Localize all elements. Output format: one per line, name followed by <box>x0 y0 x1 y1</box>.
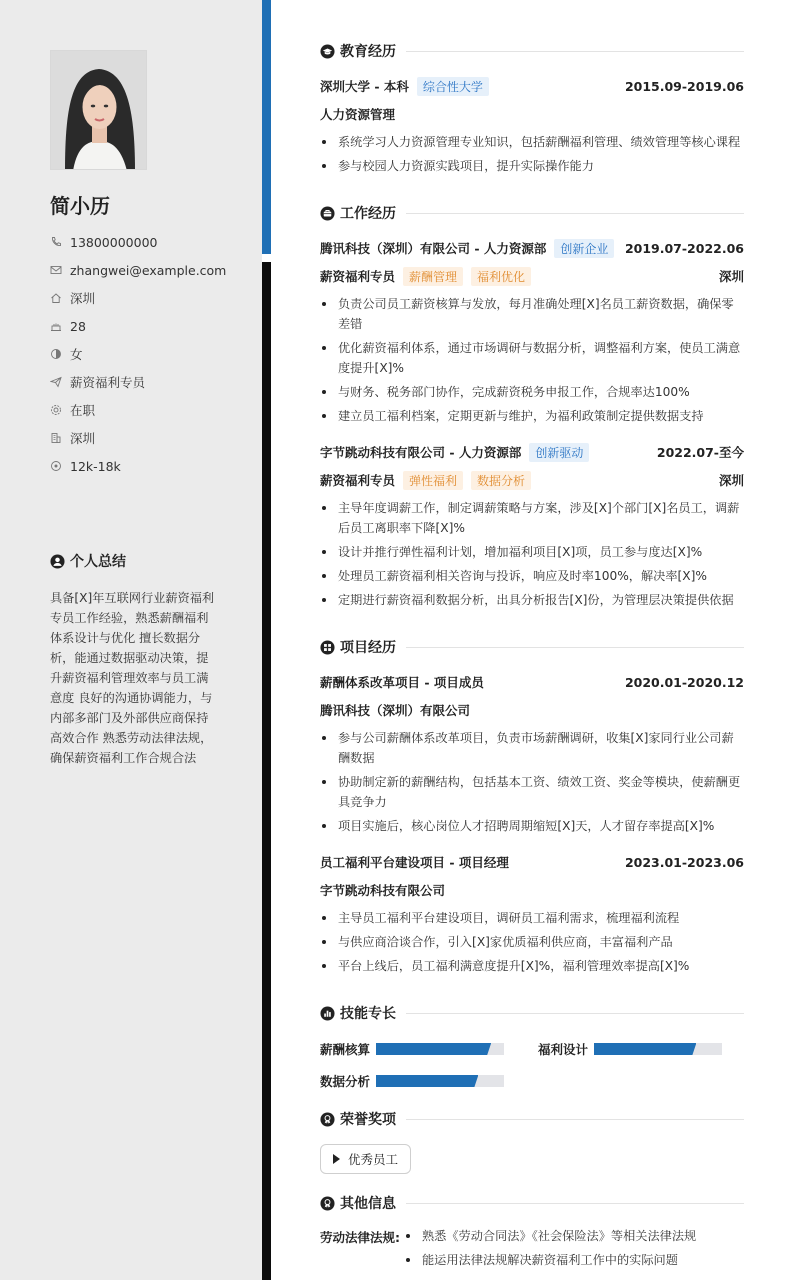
honors-title: 荣誉奖项 <box>340 1112 396 1128</box>
skill-level-bar <box>376 1043 491 1055</box>
projects-title: 项目经历 <box>340 640 396 656</box>
home-icon <box>50 292 62 304</box>
job-skill-tag: 数据分析 <box>471 471 531 490</box>
info-age-text: 28 <box>70 318 86 334</box>
list-item: 参与校园人力资源实践项目，提升实际操作能力 <box>320 156 744 176</box>
summary-heading <box>50 551 126 571</box>
project-org: 腾讯科技（深圳）有限公司 <box>320 703 471 718</box>
building-icon <box>50 432 62 444</box>
honor-badge <box>320 1144 411 1174</box>
work-heading <box>320 203 744 223</box>
other-heading <box>320 1193 744 1213</box>
profile-name: 简小历 <box>50 194 110 218</box>
salary-icon <box>50 460 62 472</box>
list-item: 项目实施后，核心岗位人才招聘周期缩短[X]天，人才留存率提高[X]% <box>320 816 744 836</box>
age-icon <box>50 320 62 332</box>
job-company: 腾讯科技（深圳）有限公司 - 人力资源部 <box>320 241 547 256</box>
contact-info-list <box>50 228 250 480</box>
skills-title: 技能专长 <box>340 1006 396 1022</box>
job-date: 2022.07-至今 <box>656 445 744 460</box>
other-title: 其他信息 <box>340 1196 396 1212</box>
grid-icon <box>320 640 335 655</box>
user-icon <box>50 554 65 569</box>
section-rule <box>406 51 744 52</box>
skills-heading <box>320 1003 744 1023</box>
projects-heading <box>320 637 744 657</box>
honors-heading <box>320 1109 744 1129</box>
profile-photo <box>50 50 147 170</box>
status-icon <box>50 404 62 416</box>
job-tag: 创新驱动 <box>529 443 589 462</box>
award-icon <box>320 1112 335 1127</box>
list-item: 主导员工福利平台建设项目，调研员工福利需求，梳理福利流程 <box>320 908 744 928</box>
education-heading <box>320 41 744 61</box>
info-city <box>50 424 250 452</box>
info-salary-text: 12k-18k <box>70 458 121 474</box>
info-position-text: 薪资福利专员 <box>70 375 146 390</box>
education-major: 人力资源管理 <box>320 107 396 122</box>
other-label: 劳动法律法规: <box>320 1230 400 1245</box>
info-gender-text: 女 <box>70 347 83 362</box>
skill-track <box>594 1043 722 1055</box>
job-skill-tag: 薪酬管理 <box>403 267 463 286</box>
mail-icon <box>50 264 62 276</box>
list-item: 平台上线后，员工福利满意度提升[X]%，福利管理效率提高[X]% <box>320 956 744 976</box>
skill-level-bar <box>594 1043 696 1055</box>
list-item: 协助制定新的薪酬结构，包括基本工资、绩效工资、奖金等模块，使薪酬更具竞争力 <box>320 772 744 812</box>
project-date: 2023.01-2023.06 <box>624 854 744 870</box>
send-icon <box>50 376 62 388</box>
info-status <box>50 396 250 424</box>
job-tag: 创新企业 <box>554 239 614 258</box>
skill-name: 薪酬核算 <box>320 1042 371 1057</box>
divider-bar <box>262 262 271 1280</box>
briefcase-icon <box>320 206 335 221</box>
other-bullets <box>404 1226 744 1274</box>
info-home <box>50 284 250 312</box>
accent-bar <box>262 0 271 254</box>
info-phone-text: 13800000000 <box>70 234 158 250</box>
project-bullets <box>320 908 744 980</box>
info-phone <box>50 228 250 256</box>
skill-track <box>376 1043 504 1055</box>
skill-item <box>320 1040 504 1058</box>
skill-track <box>376 1075 504 1087</box>
job-company-row <box>320 238 744 258</box>
info-home-text: 深圳 <box>70 291 96 306</box>
project-date: 2020.01-2020.12 <box>624 674 744 690</box>
work-title: 工作经历 <box>340 206 396 222</box>
list-item: 处理员工薪资福利相关咨询与投诉，响应及时率100%，解决率[X]% <box>320 566 744 586</box>
project-org-row <box>320 700 744 720</box>
phone-icon <box>50 236 62 248</box>
info-position <box>50 368 250 396</box>
project-name: 员工福利平台建设项目 - 项目经理 <box>320 855 509 870</box>
list-item: 优化薪资福利体系，通过市场调研与数据分析，调整福利方案，使员工满意度提升[X]% <box>320 338 744 378</box>
project-org-row <box>320 880 744 900</box>
skill-name: 福利设计 <box>538 1042 589 1057</box>
skill-name: 数据分析 <box>320 1074 371 1089</box>
info-status-text: 在职 <box>70 403 96 418</box>
graduation-cap-icon <box>320 44 335 59</box>
list-item: 能运用法律法规解决薪资福利工作中的实际问题 <box>404 1250 744 1270</box>
job-role-row <box>320 266 744 286</box>
job-skill-tag: 弹性福利 <box>403 471 463 490</box>
education-major-row <box>320 104 744 124</box>
section-rule <box>406 213 744 214</box>
job-company-row <box>320 442 744 462</box>
bar-chart-icon <box>320 1006 335 1021</box>
job-date: 2019.07-2022.06 <box>624 240 744 256</box>
skill-item <box>320 1072 504 1090</box>
job-role: 薪资福利专员 <box>320 269 396 284</box>
gender-icon <box>50 348 62 360</box>
skill-level-bar <box>376 1075 478 1087</box>
list-item: 与财务、税务部门协作，完成薪资税务申报工作，合规率达100% <box>320 382 744 402</box>
list-item: 系统学习人力资源管理专业知识，包括薪酬福利管理、绩效管理等核心课程 <box>320 132 744 152</box>
honor-label: 优秀员工 <box>348 1152 399 1167</box>
list-item: 设计并推行弹性福利计划，增加福利项目[X]项，员工参与度达[X]% <box>320 542 744 562</box>
section-rule <box>406 1203 744 1204</box>
info-city-text: 深圳 <box>70 431 96 446</box>
play-triangle-icon <box>333 1154 340 1164</box>
skill-item <box>538 1040 722 1058</box>
job-bullets <box>320 294 744 430</box>
education-bullets <box>320 132 744 180</box>
project-name: 薪酬体系改革项目 - 项目成员 <box>320 675 484 690</box>
info-award-icon <box>320 1196 335 1211</box>
list-item: 主导年度调薪工作，制定调薪策略与方案，涉及[X]个部门[X]名员工，调薪后员工离职率下降[X]% <box>320 498 744 538</box>
list-item: 定期进行薪资福利数据分析，出具分析报告[X]份，为管理层决策提供依据 <box>320 590 744 610</box>
project-name-row <box>320 672 744 692</box>
project-bullets <box>320 728 744 840</box>
list-item: 熟悉《劳动合同法》《社会保险法》等相关法律法规 <box>404 1226 744 1246</box>
info-salary <box>50 452 250 480</box>
section-rule <box>406 1013 744 1014</box>
job-role-row <box>320 470 744 490</box>
info-age <box>50 312 250 340</box>
section-rule <box>406 647 744 648</box>
job-company: 字节跳动科技有限公司 - 人力资源部 <box>320 445 522 460</box>
info-gender <box>50 340 250 368</box>
info-email-text: zhangwei@example.com <box>70 262 227 278</box>
list-item: 负责公司员工薪资核算与发放，每月准确处理[X]名员工薪资数据，确保零差错 <box>320 294 744 334</box>
project-name-row <box>320 852 744 872</box>
project-org: 字节跳动科技有限公司 <box>320 883 446 898</box>
list-item: 建立员工福利档案，定期更新与维护，为福利政策制定提供数据支持 <box>320 406 744 426</box>
job-role: 薪资福利专员 <box>320 473 396 488</box>
list-item: 与供应商洽谈合作，引入[X]家优质福利供应商，丰富福利产品 <box>320 932 744 952</box>
job-city: 深圳 <box>718 269 744 284</box>
section-rule <box>406 1119 744 1120</box>
job-bullets <box>320 498 744 614</box>
education-title: 教育经历 <box>340 44 396 60</box>
list-item: 参与公司薪酬体系改革项目，负责市场薪酬调研，收集[X]家同行业公司薪酬数据 <box>320 728 744 768</box>
summary-title: 个人总结 <box>70 554 126 570</box>
summary-text: 具备[X]年互联网行业薪资福利专员工作经验，熟悉薪酬福利体系设计与优化 擅长数据分析，能通过数据驱动决策，提升薪资福利管理效率与员工满意度 良好的沟通协调能力，与内部多部门及外部供应商保持高效合作 熟悉劳动法律法规，确保薪资福利工作合规合法 <box>50 591 215 765</box>
education-tag: 综合性大学 <box>417 77 489 96</box>
education-school: 深圳大学 - 本科 <box>320 79 409 94</box>
education-date: 2015.09-2019.06 <box>624 78 744 94</box>
info-email <box>50 256 250 284</box>
job-city: 深圳 <box>718 473 744 488</box>
job-skill-tag: 福利优化 <box>471 267 531 286</box>
education-school-row <box>320 76 744 96</box>
